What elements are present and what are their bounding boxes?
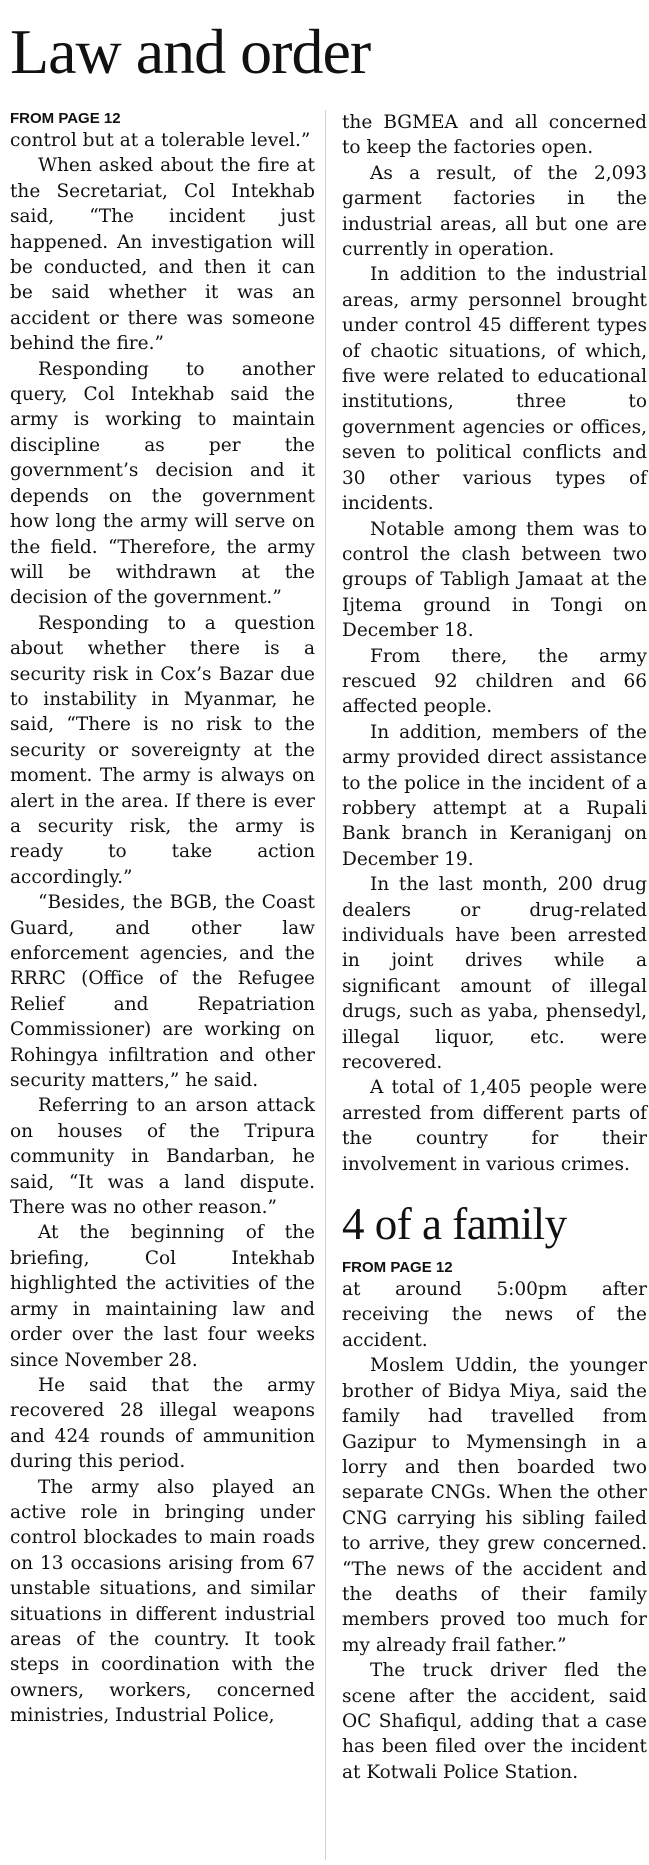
paragraph: the BGMEA and all concerned to keep the factories open. bbox=[342, 112, 647, 159]
paragraph: As a result, of the 2,093 garment factories in the industrial areas, all but one are currently in operation. bbox=[342, 162, 647, 261]
paragraph: Responding to a question about whether there is a security risk in Cox’s Bazar due to instability in Myanmar, he said, “There is no risk to the security or sovereignty at the moment. The army is always on alert in the area. If there is ever a security risk, the army is ready to take action accordingly.” bbox=[10, 612, 315, 888]
headline-law-and-order: Law and order bbox=[10, 16, 371, 87]
paragraph: From there, the army rescued 92 children and 66 affected people. bbox=[342, 645, 647, 718]
paragraph: The truck driver fled the scene after the accident, said OC Shafiqul, adding that a case has been filed over the incident at Kotwali Police Station. bbox=[342, 1660, 647, 1783]
paragraph: In addition, members of the army provided direct assistance to the police in the incident of a robbery attempt at a Rupali Bank branch in Keraniganj on December 19. bbox=[342, 721, 647, 870]
article-law-and-order-left-column bbox=[10, 110, 315, 1729]
headline-4-of-a-family: 4 of a family bbox=[342, 1199, 567, 1250]
paragraph: Notable among them was to control the clash between two groups of Tabligh Jamaat at the Ijtema ground in Tongi on December 18. bbox=[342, 518, 647, 642]
paragraph: “Besides, the BGB, the Coast Guard, and other law enforcement agencies, and the RRRC (Office of the Refugee Relief and Repatriation Commissioner) are working on Rohingya infiltration and other security matters,” he said. bbox=[10, 892, 315, 1092]
paragraph: Responding to another query, Col Intekhab said the army is working to maintain discipline as per the government’s decision and it depends on the government how long the army will serve on the field. “Therefore, the army will be withdrawn at the decision of the government.” bbox=[10, 358, 315, 609]
paragraph: Moslem Uddin, the younger brother of Bidya Miya, said the family had travelled from Gazipur to Mymensingh in a lorry and then boarded two separate CNGs. When the other CNG carrying his sibling failed to arrive, they grew concerned. “The news of the accident and the deaths of their family members proved too much for my already frail father.” bbox=[342, 1355, 647, 1656]
paragraph: The army also played an active role in bringing under control blockades to main roads on 13 occasions arising from 67 unstable situations, and similar situations in different industrial areas of the country. It took steps in coordination with the owners, workers, concerned ministries, Industrial Police, bbox=[10, 1476, 315, 1727]
paragraph: In addition to the industrial areas, army personnel brought under control 45 different types of chaotic situations, of which, five were related to educational institutions, three to government agencies or offices, seven to political conflicts and 30 other various types of incidents. bbox=[342, 264, 647, 515]
from-page-label: FROM PAGE 12 bbox=[342, 1259, 453, 1277]
paragraph: When asked about the fire at the Secretariat, Col Intekhab said, “The incident just happened. An investigation will be conducted, and then it can be said whether it was an accident or there was someone behind the fire.” bbox=[10, 155, 315, 355]
article-law-and-order-right-column bbox=[342, 110, 647, 1785]
paragraph: At the beginning of the briefing, Col Intekhab highlighted the activities of the army in maintaining law and order over the last four weeks since November 28. bbox=[10, 1222, 315, 1371]
from-page-label: FROM PAGE 12 bbox=[10, 110, 121, 127]
paragraph: at around 5:00pm after receiving the news of the accident. bbox=[342, 1279, 647, 1351]
paragraph: control but at a tolerable level.” bbox=[10, 130, 311, 151]
paragraph: In the last month, 200 drug dealers or drug-related individuals have been arrested in joint drives while a significant amount of illegal drugs, such as yaba, phensedyl, illegal liquor, etc. were recovered. bbox=[342, 874, 647, 1074]
paragraph: He said that the army recovered 28 illegal weapons and 424 rounds of ammunition during this period. bbox=[10, 1374, 315, 1473]
paragraph: A total of 1,405 people were arrested from different parts of the country for their involvement in various crimes. bbox=[342, 1077, 647, 1175]
column-divider bbox=[325, 110, 326, 1860]
paragraph: Referring to an arson attack on houses of the Tripura community in Bandarban, he said, “It was a land dispute. There was no other reason.” bbox=[10, 1095, 315, 1219]
